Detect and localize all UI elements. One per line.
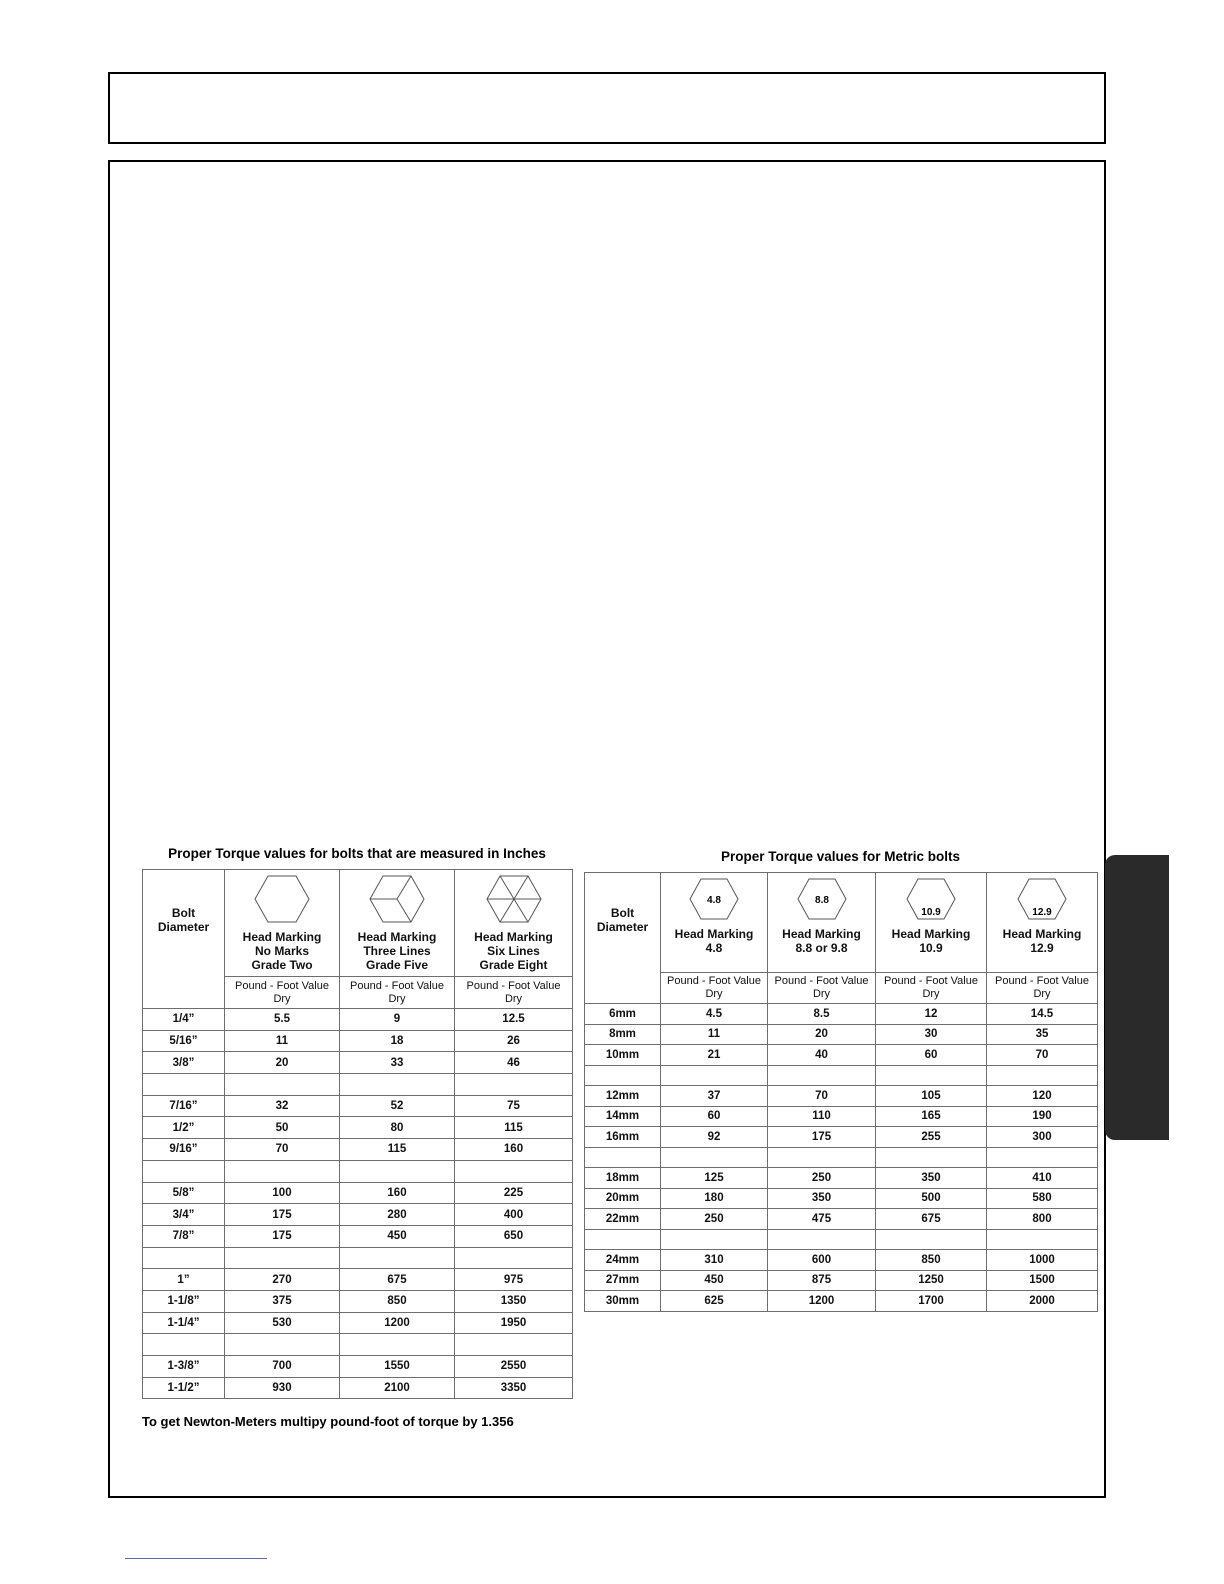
hex-10-9-icon	[906, 877, 956, 921]
torque-value-cell	[768, 1065, 876, 1086]
torque-value-cell: 450	[661, 1270, 768, 1291]
bolt-diameter-cell	[143, 1334, 225, 1356]
torque-value-cell	[455, 1334, 573, 1356]
inch-col-heading: Head Marking No Marks Grade Two	[242, 930, 322, 972]
torque-value-cell	[340, 1160, 455, 1182]
hex-4-8-icon	[689, 877, 739, 921]
bolt-diameter-cell: 22mm	[585, 1209, 661, 1230]
inch-bolt-diameter-header	[143, 870, 225, 1009]
table-row	[143, 1225, 573, 1247]
torque-value-cell: 30	[876, 1024, 987, 1045]
torque-value-cell: 1950	[455, 1312, 573, 1334]
bolt-diameter-cell: 1”	[143, 1269, 225, 1291]
torque-value-cell: 14.5	[987, 1004, 1098, 1025]
torque-value-cell	[661, 1065, 768, 1086]
table-row	[585, 1209, 1098, 1230]
torque-value-cell: 3350	[455, 1377, 573, 1399]
torque-value-cell: 400	[455, 1204, 573, 1226]
torque-value-cell: 300	[987, 1127, 1098, 1148]
table-row	[143, 1139, 573, 1161]
table-row	[585, 1106, 1098, 1127]
torque-value-cell: 850	[876, 1250, 987, 1271]
table-row	[143, 1290, 573, 1312]
torque-value-cell: 26	[455, 1030, 573, 1052]
metric-col-heading: Head Marking 8.8 or 9.8	[782, 927, 861, 955]
torque-value-cell	[987, 1065, 1098, 1086]
bolt-diameter-cell: 18mm	[585, 1168, 661, 1189]
torque-value-cell: 930	[225, 1377, 340, 1399]
torque-value-cell: 180	[661, 1188, 768, 1209]
torque-value-cell: 800	[987, 1209, 1098, 1230]
torque-value-cell: 5.5	[225, 1009, 340, 1031]
torque-value-cell: 250	[768, 1168, 876, 1189]
torque-value-cell	[661, 1229, 768, 1250]
torque-value-cell: 530	[225, 1312, 340, 1334]
torque-value-cell: 52	[340, 1095, 455, 1117]
torque-value-cell: 175	[225, 1204, 340, 1226]
torque-value-cell: 8.5	[768, 1004, 876, 1025]
svg-text:4.8: 4.8	[707, 895, 721, 906]
torque-value-cell	[876, 1065, 987, 1086]
torque-value-cell: 310	[661, 1250, 768, 1271]
hex-12-9-icon	[1017, 877, 1067, 921]
table-row	[585, 1045, 1098, 1066]
metric-table-title: Proper Torque values for Metric bolts	[720, 849, 961, 864]
torque-value-cell: 11	[225, 1030, 340, 1052]
torque-value-cell	[987, 1147, 1098, 1168]
bolt-diameter-cell: 1-3/8”	[143, 1356, 225, 1378]
torque-value-cell: 9	[340, 1009, 455, 1031]
torque-value-cell: 105	[876, 1086, 987, 1107]
torque-value-cell: 650	[455, 1225, 573, 1247]
table-row	[585, 1024, 1098, 1045]
metric-col-10-9	[876, 873, 987, 973]
torque-value-cell: 1200	[768, 1291, 876, 1312]
torque-value-cell: 2550	[455, 1356, 573, 1378]
table-row	[143, 1334, 573, 1356]
torque-value-cell: 410	[987, 1168, 1098, 1189]
torque-value-cell: 70	[768, 1086, 876, 1107]
header-box	[108, 72, 1106, 144]
bolt-diameter-cell	[143, 1160, 225, 1182]
torque-value-cell: 255	[876, 1127, 987, 1148]
unit-label: Pound - Foot Value Dry	[350, 979, 444, 1005]
table-row	[143, 1204, 573, 1226]
torque-value-cell	[876, 1147, 987, 1168]
torque-value-cell: 675	[876, 1209, 987, 1230]
bolt-diameter-cell	[585, 1147, 661, 1168]
torque-value-cell: 2100	[340, 1377, 455, 1399]
torque-value-cell: 1250	[876, 1270, 987, 1291]
metric-col-12-9	[987, 873, 1098, 973]
torque-value-cell: 975	[455, 1269, 573, 1291]
torque-value-cell: 250	[661, 1209, 768, 1230]
unit-label: Pound - Foot Value Dry	[995, 975, 1089, 1000]
torque-value-cell: 175	[768, 1127, 876, 1148]
torque-value-cell	[768, 1147, 876, 1168]
unit-label: Pound - Foot Value Dry	[667, 975, 761, 1000]
bolt-diameter-cell: 1/2”	[143, 1117, 225, 1139]
hex-three-lines-icon	[369, 874, 425, 924]
torque-value-cell: 80	[340, 1117, 455, 1139]
bolt-diameter-cell: 20mm	[585, 1188, 661, 1209]
bolt-diameter-cell: 7/16”	[143, 1095, 225, 1117]
torque-value-cell	[768, 1229, 876, 1250]
inch-sub-grade-five	[340, 977, 455, 1009]
torque-value-cell: 2000	[987, 1291, 1098, 1312]
bolt-diameter-cell: 3/8”	[143, 1052, 225, 1074]
inch-col-heading: Head Marking Three Lines Grade Five	[357, 930, 437, 972]
table-row	[143, 1009, 573, 1031]
table-row	[143, 1052, 573, 1074]
torque-value-cell: 675	[340, 1269, 455, 1291]
table-row	[143, 1182, 573, 1204]
torque-value-cell: 1350	[455, 1290, 573, 1312]
torque-value-cell: 12.5	[455, 1009, 573, 1031]
bolt-diameter-cell: 6mm	[585, 1004, 661, 1025]
inch-col-grade-two	[225, 870, 340, 977]
torque-value-cell: 1550	[340, 1356, 455, 1378]
hex-no-marks-icon	[254, 874, 310, 924]
torque-value-cell: 350	[768, 1188, 876, 1209]
torque-value-cell	[225, 1074, 340, 1096]
torque-value-cell: 580	[987, 1188, 1098, 1209]
unit-label: Pound - Foot Value Dry	[235, 979, 329, 1005]
torque-value-cell: 35	[987, 1024, 1098, 1045]
metric-sub-10-9	[876, 973, 987, 1004]
torque-value-cell	[661, 1147, 768, 1168]
inch-sub-grade-eight	[455, 977, 573, 1009]
bolt-diameter-cell: 27mm	[585, 1270, 661, 1291]
torque-value-cell: 160	[455, 1139, 573, 1161]
bolt-diameter-label: Bolt Diameter	[596, 906, 649, 934]
table-row	[585, 1168, 1098, 1189]
bolt-diameter-cell: 1-1/2”	[143, 1377, 225, 1399]
torque-value-cell: 70	[987, 1045, 1098, 1066]
torque-value-cell: 75	[455, 1095, 573, 1117]
torque-value-cell: 12	[876, 1004, 987, 1025]
inch-col-heading: Head Marking Six Lines Grade Eight	[474, 930, 553, 972]
torque-value-cell	[876, 1229, 987, 1250]
table-row	[585, 1229, 1098, 1250]
table-row	[143, 1095, 573, 1117]
torque-value-cell: 850	[340, 1290, 455, 1312]
torque-value-cell	[455, 1160, 573, 1182]
torque-value-cell: 125	[661, 1168, 768, 1189]
table-row	[585, 1086, 1098, 1107]
torque-value-cell: 1000	[987, 1250, 1098, 1271]
bolt-diameter-cell: 10mm	[585, 1045, 661, 1066]
table-row	[585, 1065, 1098, 1086]
torque-value-cell: 11	[661, 1024, 768, 1045]
torque-value-cell	[340, 1334, 455, 1356]
torque-value-cell: 225	[455, 1182, 573, 1204]
torque-value-cell: 120	[987, 1086, 1098, 1107]
torque-value-cell: 40	[768, 1045, 876, 1066]
bolt-diameter-cell: 3/4”	[143, 1204, 225, 1226]
torque-value-cell	[455, 1074, 573, 1096]
torque-value-cell: 37	[661, 1086, 768, 1107]
table-row	[143, 1377, 573, 1399]
table-row	[143, 1030, 573, 1052]
torque-value-cell: 100	[225, 1182, 340, 1204]
torque-value-cell: 875	[768, 1270, 876, 1291]
metric-table-body	[585, 1004, 1098, 1312]
torque-value-cell	[340, 1247, 455, 1269]
bolt-diameter-cell	[143, 1074, 225, 1096]
bolt-diameter-cell	[585, 1065, 661, 1086]
bolt-diameter-cell: 5/16”	[143, 1030, 225, 1052]
torque-value-cell: 190	[987, 1106, 1098, 1127]
torque-value-cell: 1700	[876, 1291, 987, 1312]
bolt-diameter-cell: 1-1/8”	[143, 1290, 225, 1312]
torque-value-cell: 1500	[987, 1270, 1098, 1291]
footer-rule	[125, 1558, 267, 1559]
bolt-diameter-cell: 7/8”	[143, 1225, 225, 1247]
metric-bolt-diameter-header	[585, 873, 661, 1004]
inch-sub-grade-two	[225, 977, 340, 1009]
metric-col-heading: Head Marking 4.8	[674, 927, 754, 955]
metric-subheader-row	[585, 973, 1098, 1004]
torque-value-cell: 450	[340, 1225, 455, 1247]
bolt-diameter-cell: 14mm	[585, 1106, 661, 1127]
torque-value-cell	[225, 1247, 340, 1269]
torque-value-cell: 18	[340, 1030, 455, 1052]
torque-value-cell: 110	[768, 1106, 876, 1127]
torque-value-cell: 33	[340, 1052, 455, 1074]
torque-value-cell	[225, 1334, 340, 1356]
torque-value-cell: 46	[455, 1052, 573, 1074]
torque-value-cell: 115	[340, 1139, 455, 1161]
metric-header-row	[585, 873, 1098, 973]
torque-value-cell: 32	[225, 1095, 340, 1117]
table-row	[143, 1356, 573, 1378]
torque-value-cell	[455, 1247, 573, 1269]
table-row	[143, 1247, 573, 1269]
bolt-diameter-cell: 8mm	[585, 1024, 661, 1045]
bolt-diameter-cell: 9/16”	[143, 1139, 225, 1161]
bolt-diameter-cell	[585, 1229, 661, 1250]
bolt-diameter-cell: 5/8”	[143, 1182, 225, 1204]
svg-text:10.9: 10.9	[921, 907, 941, 918]
torque-value-cell: 115	[455, 1117, 573, 1139]
bolt-diameter-cell: 12mm	[585, 1086, 661, 1107]
unit-label: Pound - Foot Value Dry	[774, 975, 869, 1000]
hex-8-8-icon	[797, 877, 847, 921]
torque-value-cell: 165	[876, 1106, 987, 1127]
torque-value-cell	[340, 1074, 455, 1096]
torque-value-cell: 700	[225, 1356, 340, 1378]
table-row	[585, 1291, 1098, 1312]
table-row	[143, 1160, 573, 1182]
table-row	[143, 1117, 573, 1139]
torque-value-cell: 160	[340, 1182, 455, 1204]
torque-value-cell: 70	[225, 1139, 340, 1161]
newton-meter-footnote: To get Newton-Meters multipy pound-foot of torque by 1.356	[142, 1414, 514, 1429]
inch-table-body	[143, 1009, 573, 1399]
bolt-diameter-cell: 1/4”	[143, 1009, 225, 1031]
unit-label: Pound - Foot Value Dry	[884, 975, 978, 1000]
torque-value-cell: 375	[225, 1290, 340, 1312]
torque-value-cell: 625	[661, 1291, 768, 1312]
table-row	[585, 1270, 1098, 1291]
inch-col-grade-five	[340, 870, 455, 977]
metric-torque-table	[584, 872, 1098, 1312]
hex-six-lines-icon	[486, 874, 542, 924]
metric-sub-8-8	[768, 973, 876, 1004]
torque-value-cell: 50	[225, 1117, 340, 1139]
table-row	[143, 1269, 573, 1291]
metric-col-4-8	[661, 873, 768, 973]
torque-value-cell: 475	[768, 1209, 876, 1230]
table-row	[585, 1250, 1098, 1271]
torque-value-cell	[225, 1160, 340, 1182]
torque-value-cell: 20	[768, 1024, 876, 1045]
unit-label: Pound - Foot Value Dry	[466, 979, 561, 1005]
svg-text:12.9: 12.9	[1032, 907, 1052, 918]
torque-value-cell: 4.5	[661, 1004, 768, 1025]
bolt-diameter-cell: 1-1/4”	[143, 1312, 225, 1334]
bolt-diameter-cell: 16mm	[585, 1127, 661, 1148]
torque-value-cell: 20	[225, 1052, 340, 1074]
torque-value-cell: 175	[225, 1225, 340, 1247]
metric-col-heading: Head Marking 10.9	[891, 927, 971, 955]
bolt-diameter-cell: 30mm	[585, 1291, 661, 1312]
torque-value-cell: 92	[661, 1127, 768, 1148]
inch-table-title: Proper Torque values for bolts that are measured in Inches	[168, 846, 546, 861]
torque-value-cell: 21	[661, 1045, 768, 1066]
table-row	[585, 1004, 1098, 1025]
inch-header-row	[143, 870, 573, 977]
torque-value-cell: 280	[340, 1204, 455, 1226]
bolt-diameter-cell	[143, 1247, 225, 1269]
torque-value-cell: 60	[661, 1106, 768, 1127]
inch-torque-table	[142, 869, 573, 1399]
torque-value-cell	[987, 1229, 1098, 1250]
inch-col-grade-eight	[455, 870, 573, 977]
torque-value-cell: 500	[876, 1188, 987, 1209]
section-side-tab	[1105, 855, 1169, 1140]
table-row	[143, 1074, 573, 1096]
table-row	[143, 1312, 573, 1334]
torque-value-cell: 1200	[340, 1312, 455, 1334]
table-row	[585, 1127, 1098, 1148]
table-row	[585, 1188, 1098, 1209]
metric-col-8-8	[768, 873, 876, 973]
torque-value-cell: 600	[768, 1250, 876, 1271]
metric-col-heading: Head Marking 12.9	[1002, 927, 1082, 955]
metric-sub-12-9	[987, 973, 1098, 1004]
torque-value-cell: 350	[876, 1168, 987, 1189]
table-row	[585, 1147, 1098, 1168]
metric-sub-4-8	[661, 973, 768, 1004]
bolt-diameter-cell: 24mm	[585, 1250, 661, 1271]
torque-value-cell: 270	[225, 1269, 340, 1291]
bolt-diameter-label: Bolt Diameter	[157, 906, 210, 934]
torque-value-cell: 60	[876, 1045, 987, 1066]
svg-text:8.8: 8.8	[814, 895, 829, 906]
